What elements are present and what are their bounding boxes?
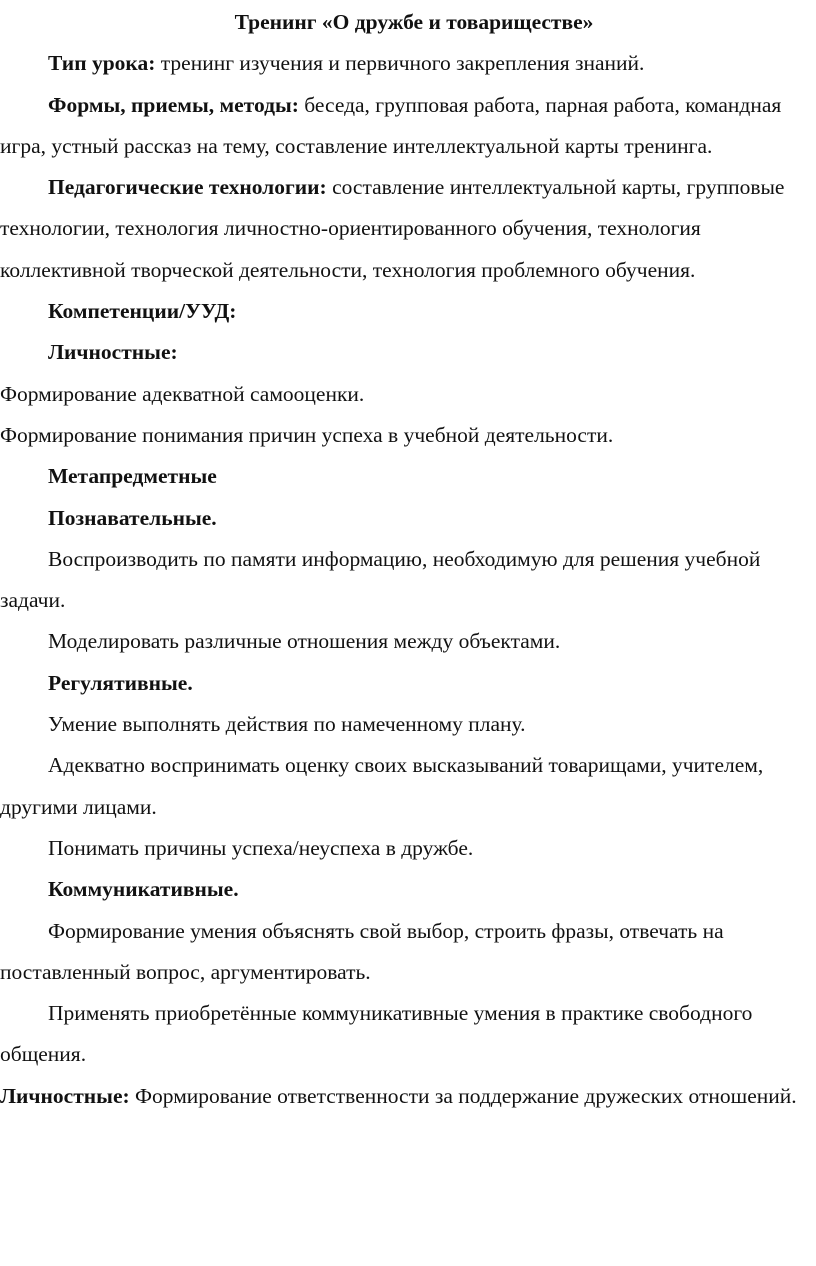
forms-label: Формы, приемы, методы: <box>48 92 299 117</box>
lesson-type-text: тренинг изучения и первичного закрепления знаний. <box>160 51 645 76</box>
communicative-item: Формирование умения объяснять свой выбор, строить фразы, отвечать на поставленный вопрос, аргументировать. <box>0 918 724 984</box>
tech-text: составление интеллектуальной карты, групповые технологии, технология личностно-ориентированного обучения, технология коллективной творческой деятельности, технология проблемного обучения. <box>0 175 785 282</box>
cognitive-item: Воспроизводить по памяти информацию, необходимую для решения учебной задачи. <box>0 546 761 613</box>
personal-final-paragraph <box>0 1076 808 1117</box>
forms-text: беседа, групповая работа, парная работа, командная игра, устный рассказ на тему, составление интеллектуальной карты тренинга. <box>0 92 782 158</box>
personal-final-text: Формирование ответственности за поддержание дружеских отношений. <box>135 1083 797 1108</box>
tech-paragraph <box>0 167 808 291</box>
cognitive-item: Моделировать различные отношения между объектами. <box>48 629 561 654</box>
regulatory-item: Адекватно воспринимать оценку своих высказываний товарищами, учителем, другими лицами. <box>0 753 764 819</box>
regulatory-item: Умение выполнять действия по намеченному плану. <box>48 712 526 737</box>
regulatory-heading: Регулятивные. <box>48 670 193 695</box>
tech-label: Педагогические технологии: <box>48 175 327 200</box>
competencies-heading: Компетенции/УУД: <box>48 299 237 324</box>
meta-heading: Метапредметные <box>48 464 217 489</box>
personal-heading: Личностные: <box>48 340 178 365</box>
lesson-type-label: Тип урока: <box>48 51 156 76</box>
regulatory-item: Понимать причины успеха/неуспеха в дружбе. <box>48 835 474 860</box>
lesson-type-paragraph <box>0 43 808 84</box>
personal-final-label: Личностные: <box>0 1083 130 1108</box>
forms-paragraph <box>0 85 808 168</box>
cognitive-heading: Познавательные. <box>48 505 217 530</box>
communicative-item: Применять приобретённые коммуникативные умения в практике свободного общения. <box>0 1001 753 1067</box>
personal-item: Формирование адекватной самооценки. <box>0 381 365 406</box>
document-title: Тренинг «О дружбе и товариществе» <box>234 10 594 34</box>
communicative-heading: Коммуникативные. <box>48 877 239 902</box>
personal-item: Формирование понимания причин успеха в учебной деятельности. <box>0 422 614 447</box>
